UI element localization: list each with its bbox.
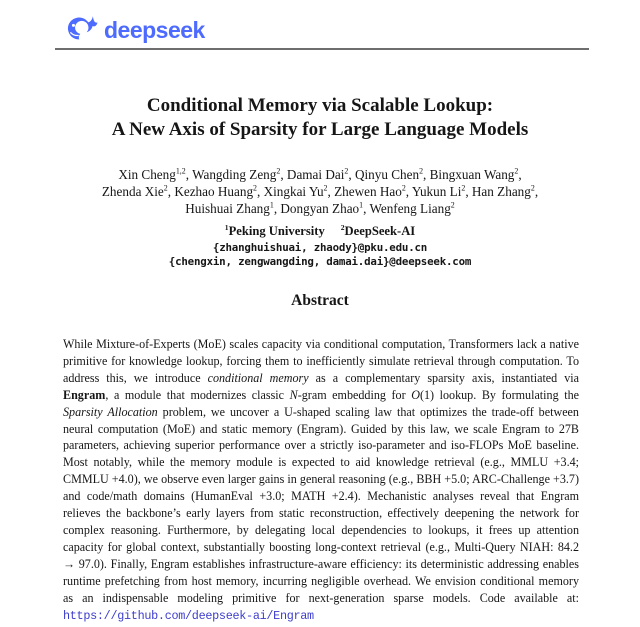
author-name: Qinyu Chen bbox=[354, 167, 420, 182]
author-sep: , bbox=[257, 184, 264, 199]
author-name: Yukun Li bbox=[411, 184, 462, 199]
author-sup: 2 bbox=[344, 166, 349, 176]
affiliation-name: Peking University bbox=[228, 224, 325, 238]
abstract-text: problem, we uncover a U-shaped scaling law that optimizes the trade-off between neural computation (MoE) and static memory (Engram). Guided by this law, we scale Engram to 27B parameters, achieving superior performance over a strictly iso-parameter and iso-FLOPs MoE baseline. Most notably, while the memory module is expected to aid knowledge retrieval (e.g., MMLU +3.4; CMMLU +4.0), we observe even larger gains in general reasoning (e.g., BBH +5.0; ARC-Challenge +3.7) and code/math domains (HumanEval +3.0; MATH +2.4). Mechanistic analyses reveal that Engram relieves the backbone’s early layers from static reconstruction, effectively deepening the network for complex reasoning. Furthermore, by delegating local dependencies to lookups, it frees up attention capacity for global context, substantially boosting long-context retrieval (e.g., Multi-Query NIAH: 84.2 → 97.0). Finally, Engram establishes infrastructure-aware efficiency: its deterministic addressing enables runtime prefetching from host memory, incurring negligible overhead. We envision conditional memory as an indispensable modeling primitive for next-generation sparse models. Code available at: bbox=[63, 404, 579, 605]
contact-email-deepseek: {chengxin, zengwangding, damai.dai}@deepseek.com bbox=[168, 255, 472, 268]
paper-title-line2: A New Axis of Sparsity for Large Language Models bbox=[111, 119, 529, 140]
author bbox=[412, 184, 472, 199]
author-sep: , bbox=[327, 184, 335, 199]
author-block bbox=[0, 166, 640, 217]
author-sup: 2 bbox=[530, 183, 535, 193]
abstract-text-bold: Engram bbox=[63, 387, 106, 402]
author bbox=[472, 184, 538, 199]
author-name: Huishuai Zhang bbox=[185, 201, 270, 216]
deepseek-whale-icon bbox=[63, 15, 99, 44]
paper-title-line1: Conditional Memory via Scalable Lookup: bbox=[146, 95, 494, 116]
affiliation-1 bbox=[225, 224, 325, 238]
abstract-text: While Mixture-of-Experts (MoE) scales capacity via conditional computation, Transformers lack a native primitive for knowledge lookup, forcing them to inefficiently simulate retrieval through computation. To address this, we introduce bbox=[63, 337, 579, 385]
abstract-text: -gram embedding for bbox=[297, 387, 412, 402]
author bbox=[185, 201, 280, 216]
author bbox=[118, 167, 192, 182]
author-sup: 2 bbox=[419, 166, 424, 176]
affiliation-name: DeepSeek-AI bbox=[344, 224, 416, 238]
author-sup: 2 bbox=[461, 183, 466, 193]
abstract-text-italic: Sparsity Allocation bbox=[63, 404, 158, 419]
abstract-body bbox=[63, 336, 579, 624]
affiliation-2 bbox=[341, 224, 415, 238]
author-name: Zhenda Xie bbox=[101, 184, 164, 199]
abstract-heading: Abstract bbox=[291, 292, 349, 309]
abstract-text-italic: conditional memory bbox=[207, 370, 309, 385]
author-sep: , bbox=[348, 167, 355, 182]
author bbox=[369, 201, 454, 216]
code-repo-link[interactable]: https://github.com/deepseek-ai/Engram bbox=[63, 608, 314, 623]
abstract-text: , a module that modernizes classic bbox=[105, 387, 290, 402]
author-name: Wenfeng Liang bbox=[369, 201, 451, 216]
author bbox=[334, 184, 412, 199]
author bbox=[192, 167, 287, 182]
contact-email-pku: {zhanghuishuai, zhaody}@pku.edu.cn bbox=[212, 241, 428, 254]
abstract-text: (1) lookup. By formulating the bbox=[419, 387, 579, 402]
abstract-text: as a complementary sparsity axis, instantiated via bbox=[308, 370, 579, 385]
author-sep: , bbox=[363, 201, 370, 216]
author bbox=[287, 167, 355, 182]
abstract-text-italic: O bbox=[411, 387, 420, 402]
author-sup: 2 bbox=[253, 183, 257, 193]
author-sup: 2 bbox=[401, 183, 406, 193]
author-name: Damai Dai bbox=[286, 167, 345, 182]
author-sup: 2 bbox=[323, 183, 328, 193]
author-sup: 2 bbox=[514, 166, 519, 176]
author bbox=[280, 201, 369, 216]
author bbox=[174, 184, 263, 199]
author-sup: 1,2 bbox=[175, 166, 186, 176]
author-line-2 bbox=[0, 183, 640, 200]
author-sep: , bbox=[518, 167, 522, 182]
author-sep: , bbox=[185, 167, 193, 182]
author-sup: 1 bbox=[269, 200, 274, 210]
author-sup: 2 bbox=[163, 183, 168, 193]
author-sup: 1 bbox=[359, 200, 364, 210]
author-sep: , bbox=[423, 167, 430, 182]
author-name: Bingxuan Wang bbox=[429, 167, 515, 182]
affiliation-sup: 1 bbox=[224, 222, 229, 232]
author bbox=[355, 167, 430, 182]
author-name: Xingkai Yu bbox=[263, 184, 324, 199]
author bbox=[264, 184, 335, 199]
author-name: Wangding Zeng bbox=[192, 167, 277, 182]
author-sep: , bbox=[465, 184, 472, 199]
author-name: Zhewen Hao bbox=[334, 184, 402, 199]
header-divider bbox=[55, 48, 589, 50]
author-sep: , bbox=[405, 184, 412, 199]
deepseek-wordmark: deepseek bbox=[104, 16, 205, 43]
author-sep: , bbox=[534, 184, 539, 199]
author-name: Dongyan Zhao bbox=[280, 201, 360, 216]
paper-title bbox=[0, 94, 640, 142]
author bbox=[102, 184, 174, 199]
contact-block bbox=[0, 241, 640, 269]
author-name: Xin Cheng bbox=[118, 167, 176, 182]
author-sep: , bbox=[273, 201, 281, 216]
paper-header bbox=[0, 0, 640, 45]
affiliation-line bbox=[0, 224, 640, 239]
author-name: Kezhao Huang bbox=[174, 184, 254, 199]
author-name: Han Zhang bbox=[471, 184, 531, 199]
author-sup: 2 bbox=[450, 200, 455, 210]
affiliation-sup: 2 bbox=[340, 222, 345, 232]
abstract-text-italic: N bbox=[289, 387, 298, 402]
author-sep: , bbox=[280, 167, 287, 182]
author bbox=[430, 167, 522, 182]
author-sep: , bbox=[167, 184, 175, 199]
author-sup: 2 bbox=[276, 166, 281, 176]
author-line-1 bbox=[0, 166, 640, 183]
author-line-3 bbox=[0, 200, 640, 217]
